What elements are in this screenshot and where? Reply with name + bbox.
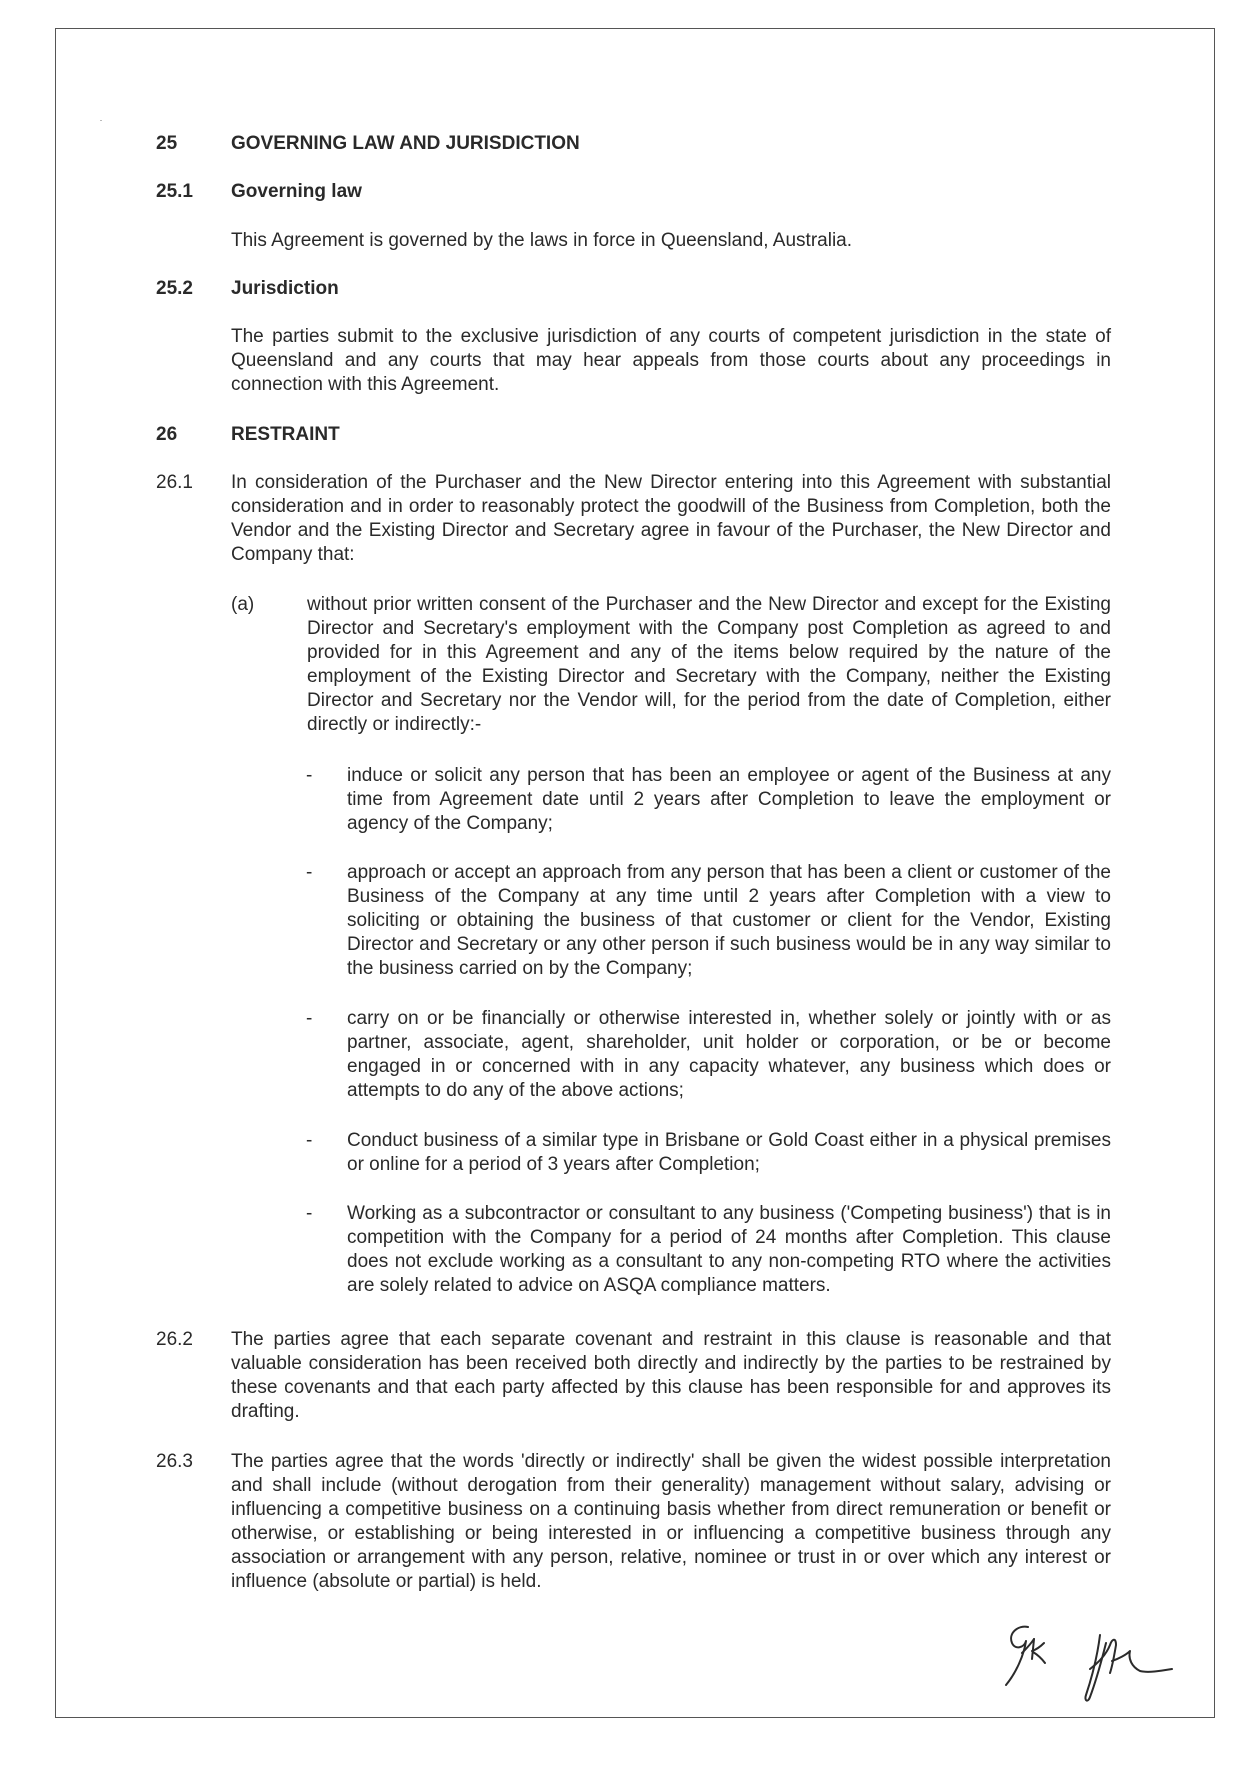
bullet-item: carry on or be financially or otherwise interested in, whether solely or jointly with or as partner, associate, agent, shareholder, unit holder or corporation, or be or become engaged in or concerned with in any capacity whatever, any business which does or attempts to do any of the above actions; [347, 1008, 1111, 1101]
clause-26-3-number: 26.3 [156, 1451, 193, 1472]
clause-25-2-heading: Jurisdiction [231, 278, 339, 299]
bullet-item: Conduct business of a similar type in Brisbane or Gold Coast either in a physical premises or online for a period of 3 years after Completion; [347, 1130, 1111, 1175]
clause-26-2-number: 26.2 [156, 1329, 193, 1350]
bullet-dash: - [306, 765, 313, 786]
handwritten-initials-signature [990, 1615, 1180, 1710]
scan-artifact [100, 120, 102, 121]
clause-25-1-text: This Agreement is governed by the laws in force in Queensland, Australia. [231, 230, 853, 251]
section-26-number: 26 [156, 424, 178, 445]
bullet-dash: - [306, 1203, 313, 1224]
section-26-title: RESTRAINT [231, 424, 340, 445]
bullet-item: induce or solicit any person that has been an employee or agent of the Business at any time from Agreement date until 2 years after Completion to leave the employment or agency of the Company; [347, 765, 1111, 834]
bullet-item: Working as a subcontractor or consultant to any business ('Competing business') that is in competition with the Company for a period of 24 months after Completion. This clause does not exclude working as a consultant to any non-competing RTO where the activities are solely related to advice on ASQA compliance matters. [347, 1203, 1111, 1296]
clause-25-2-text: The parties submit to the exclusive jurisdiction of any courts of competent jurisdiction in the state of Queensland and any courts that may hear appeals from those courts about any proceedings in connection with this Agreement. [231, 326, 1111, 395]
sub-clause-a-label: (a) [231, 594, 255, 615]
bullet-dash: - [306, 1008, 313, 1029]
clause-25-2-number: 25.2 [156, 278, 193, 299]
clause-26-1-text: In consideration of the Purchaser and the New Director entering into this Agreement with substantial consideration and in order to reasonably protect the goodwill of the Business from Completion, both the Vendor and the Existing Director and Secretary agree in favour of the Purchaser, the New Director and Company that: [231, 472, 1111, 565]
section-25-title: GOVERNING LAW AND JURISDICTION [231, 133, 580, 154]
clause-25-1-number: 25.1 [156, 181, 193, 202]
bullet-dash: - [306, 862, 313, 883]
bullet-item: approach or accept an approach from any person that has been a client or customer of the Business of the Company at any time until 2 years after Completion with a view to soliciting or obtaining the business of that customer or client for the Vendor, Existing Director and Secretary or any other person if such business would be in any way similar to the business carried on by the Company; [347, 862, 1111, 979]
clause-26-3-text: The parties agree that the words 'directly or indirectly' shall be given the widest possible interpretation and shall include (without derogation from their generality) management without salary, advising or influencing a competitive business on a continuing basis whether from direct remuneration or benefit or otherwise, or establishing or being interested in or influencing a competitive business through any association or arrangement with any person, relative, nominee or trust in or over which any interest or influence (absolute or partial) is held. [231, 1451, 1111, 1592]
bullet-dash: - [306, 1130, 313, 1151]
sub-clause-a-text: without prior written consent of the Purchaser and the New Director and except for the Existing Director and Secretary's employment with the Company post Completion as agreed to and provided for in this Agreement and any of the items below required by the nature of the employment of the Existing Director and Secretary with the Company, neither the Existing Director and Secretary nor the Vendor will, for the period from the date of Completion, either directly or indirectly:- [307, 594, 1111, 735]
clause-26-1-number: 26.1 [156, 472, 193, 493]
clause-25-1-heading: Governing law [231, 181, 362, 202]
clause-26-2-text: The parties agree that each separate covenant and restraint in this clause is reasonable and that valuable consideration has been received both directly and indirectly by the parties to be restrained by these covenants and that each party affected by this clause has been responsible for and approves its drafting. [231, 1329, 1111, 1422]
section-25-number: 25 [156, 133, 178, 154]
